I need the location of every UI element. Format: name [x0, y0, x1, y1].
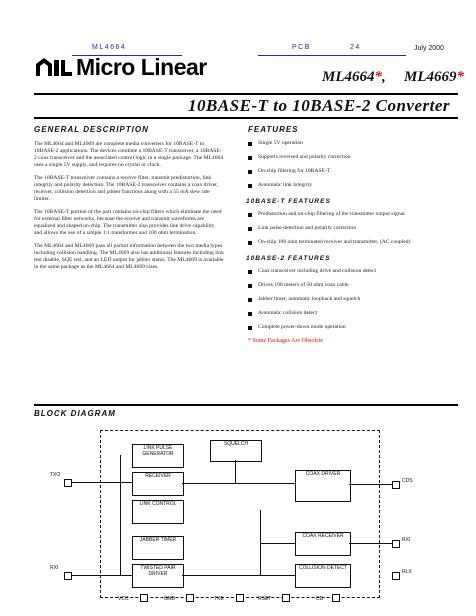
part-number-a: ML4664*,	[322, 69, 386, 85]
features-list	[246, 140, 456, 344]
feature-item: Drives 100 meters of 50 ohm coax cable	[246, 282, 456, 289]
pin-label: RXI	[402, 537, 411, 543]
doc-code: ML4664	[92, 44, 127, 51]
feature-item: Link pulse detection and polarity correction	[246, 225, 456, 232]
pin-txo	[64, 479, 72, 487]
block-diagram-heading: BLOCK DIAGRAM	[34, 409, 116, 418]
feature-item: On-chip 100 ohm terminated receiver and transmitter, (AC coupled)	[246, 239, 456, 246]
pin-label: CD	[316, 596, 324, 602]
wire	[72, 575, 132, 576]
feature-item: Automatic collision detect	[246, 310, 456, 317]
pcb-label: PCB	[292, 44, 311, 51]
general-description-heading: GENERAL DESCRIPTION	[34, 125, 149, 134]
pin-rlx	[392, 572, 400, 580]
feature-item: Supports reversed and polarity correction	[246, 154, 456, 161]
title-rule-top	[34, 93, 458, 95]
pcb-number: 24	[350, 44, 361, 51]
feature-item: Single 5V operation	[246, 140, 456, 147]
wire	[349, 484, 394, 485]
wire	[349, 543, 394, 544]
pin-label: RXI	[50, 565, 59, 571]
feature-item: Predistortion and on-chip filtering of the transmitter output signal	[246, 211, 456, 218]
pin-txe	[236, 594, 244, 602]
page-title: 10BASE-T to 10BASE-2 Converter	[188, 96, 451, 115]
title-rule-bottom	[34, 117, 458, 119]
pin-vcc	[140, 594, 148, 602]
feature-item: On-chip filtering for 10BASE-T	[246, 168, 456, 175]
block-link-pulse-generator: LINK PULSE GENERATOR	[132, 444, 184, 468]
block-twisted-pair-driver: TWISTED PAIR DRIVER	[132, 564, 184, 588]
general-paragraph: The 10BASE-T transceiver contains a receive filter, transmit predistortion, link integrity and polarity detection. The 10BASE-2 transceiver contains a coax driver, receiver, collision detection and jabber functions along with a 55 mA slew rate limiter.	[34, 175, 219, 202]
pin-rxi	[64, 572, 72, 580]
logo-mark-icon	[34, 56, 74, 80]
feature-item: Coax transceiver including drive and collision detect	[246, 268, 456, 275]
obsolete-note: * Some Packages Are Obsolete	[248, 338, 323, 344]
wire	[260, 510, 261, 575]
pin-label: TXE	[214, 596, 224, 602]
wire	[260, 543, 295, 544]
issue-date: July 2000	[414, 45, 444, 52]
feature-item: Complete power-down mode operation	[246, 324, 456, 331]
block-collision-detect: COLLISION DETECT	[295, 564, 351, 588]
company-logo	[34, 56, 74, 85]
block-squelch: SQUELCH	[210, 440, 262, 462]
pin-label: RLX	[402, 569, 412, 575]
pin-label: VCC	[118, 596, 129, 602]
part-number-b: ML4669*	[404, 69, 464, 85]
block-jabber-timer: JABBER TIMER	[132, 536, 184, 560]
block-receiver: RECEIVER	[132, 472, 184, 496]
features-10base2-heading: 10BASE-2 FEATURES	[246, 255, 331, 262]
pin-label: CDS	[402, 478, 413, 484]
block-coax-receiver: COAX RECEIVER	[295, 532, 351, 556]
general-description-body	[34, 141, 224, 271]
general-paragraph: The 10BASE-T portion of the part contains on-chip filters which eliminate the need for external filter networks, because the receive and transmit waveforms are equalized and shaped on-chip. The transmitter also provides line drive capability and allows the use of a simple 1:1 transformer and 100 ohm termination.	[34, 209, 222, 236]
company-name: Micro Linear	[76, 54, 207, 80]
pin-label: RSET	[258, 596, 272, 602]
wire	[235, 460, 236, 484]
pin-gnd	[186, 594, 194, 602]
pin-cd	[332, 594, 340, 602]
wire	[182, 575, 295, 576]
general-paragraph: The ML4664 and ML4669 are complete media converters for 10BASE-T to 10BASE-2 applications. The devices combine a 10BASE-T transceiver, a 10BASE-2 coax transceiver and the associated control logic in a single package. The ML4664 uses a single 5V supply, and requires no crystal or clock.	[34, 141, 224, 168]
wire	[120, 455, 121, 575]
pin-cds	[392, 481, 400, 489]
feature-item: Automatic link integrity	[246, 182, 456, 189]
block-diagram-rule	[34, 404, 458, 406]
pin-label: TXO	[50, 472, 61, 478]
features-10baset-heading: 10BASE-T FEATURES	[246, 198, 331, 205]
feature-item: Jabber timer, automatic loopback and squelch	[246, 296, 456, 303]
wire	[182, 483, 295, 484]
block-coax-driver: COAX DRIVER	[295, 470, 351, 502]
block-link-control: LINK CONTROL	[132, 500, 184, 524]
pin-rxi-coax	[392, 540, 400, 548]
features-heading: FEATURES	[248, 125, 299, 134]
wire	[72, 482, 132, 483]
pin-rset	[282, 594, 290, 602]
pin-label: GND	[164, 596, 176, 602]
header-rule-right	[258, 55, 406, 56]
general-paragraph: The ML4664 and ML4669 pass all packet information between the two media types including collision handling. The ML4669 also has additional features including link test disable, SQE test, and an LED output for jabber status. The ML4669 is available in the same package as the ML4664 and ML4669 sizes.	[34, 243, 224, 270]
